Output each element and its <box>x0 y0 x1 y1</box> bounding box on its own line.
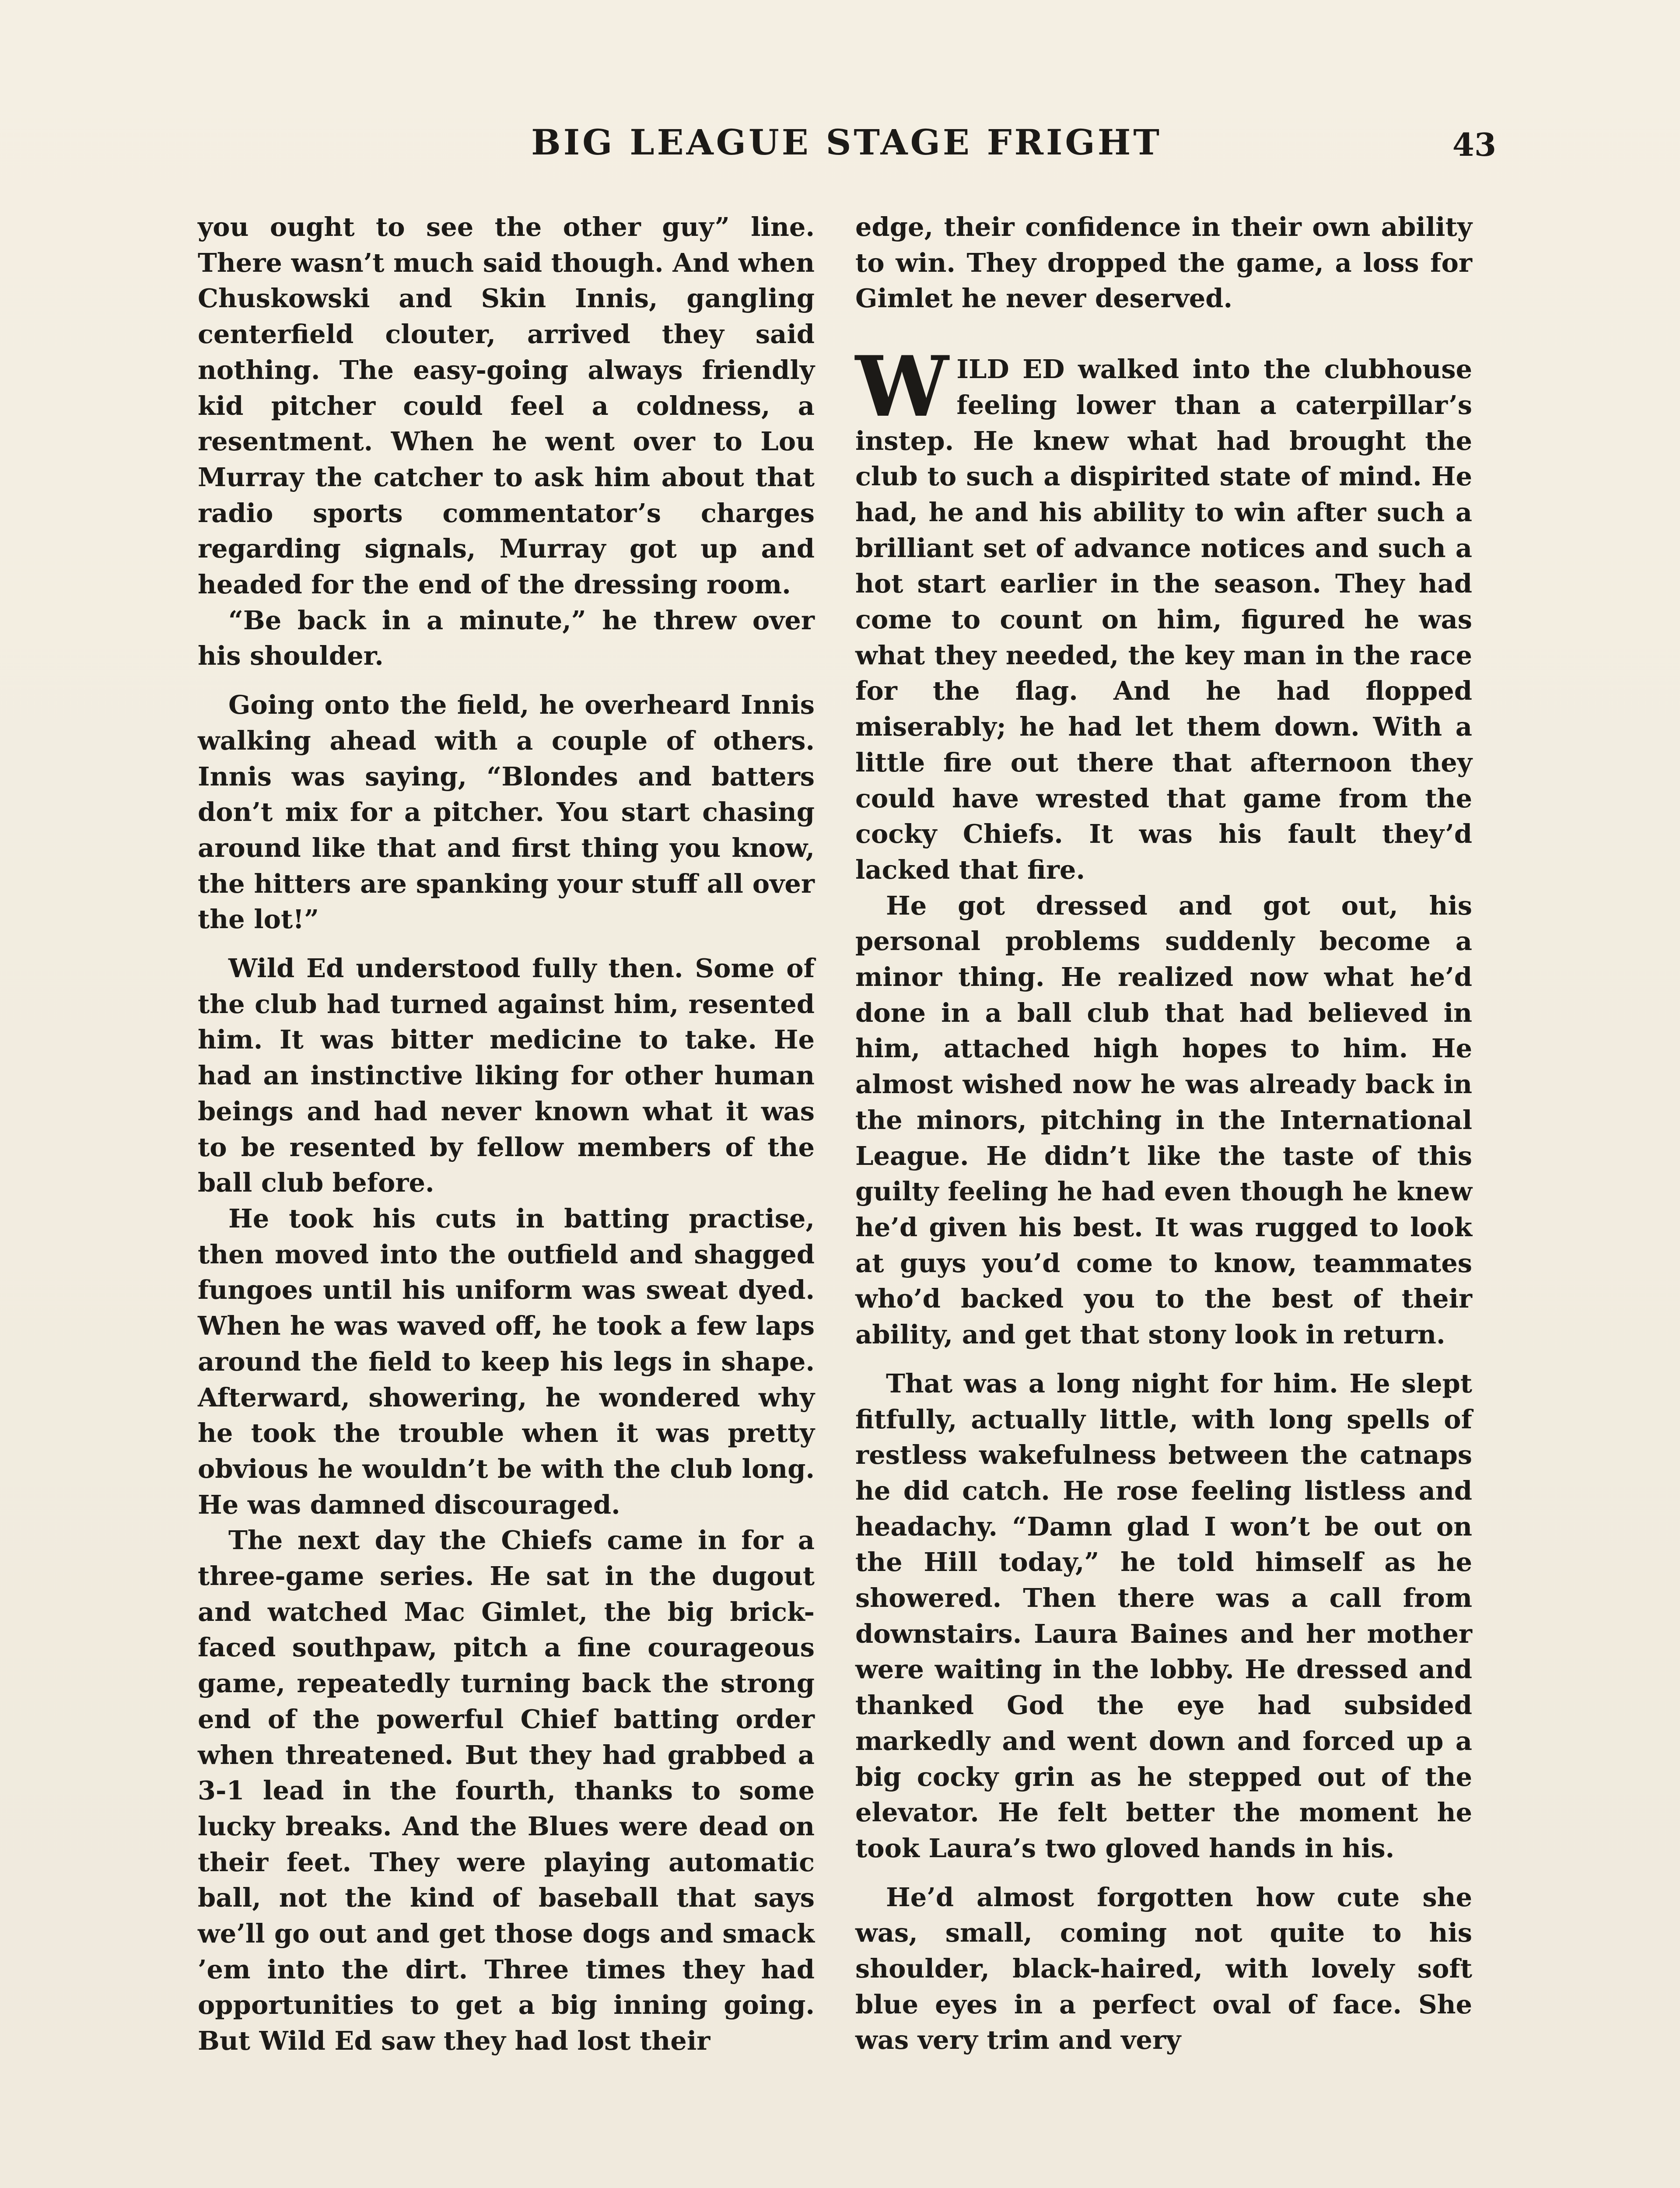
chapter-title: BIG LEAGUE STAGE FRIGHT <box>531 122 1162 163</box>
page-number: 43 <box>1452 126 1496 163</box>
paragraph: you ought to see the other guy” line. There wasn’t much said though. And when Chuskowski and Skin Innis, gangling centerfield clouter, arrived they said nothing. The easy-going always friendly kid pitcher could feel a coldness, a resentment. When he went over to Lou Murray the catcher to ask him about that radio sports commentator’s charges regarding signals, Murray got up and headed for the end of the dressing room. <box>198 212 815 600</box>
paragraph: Wild Ed understood fully then. Some of the club had turned against him, resented him. It was bitter medicine to take. He had an instinctive liking for other human beings and had never known what it was to be resented by fellow members of the ball club before. <box>198 953 815 1198</box>
paragraph: edge, their confidence in their own ability to win. They dropped the game, a loss for Gimlet he never deserved. <box>855 212 1472 314</box>
paragraph: The next day the Chiefs came in for a three-game series. He sat in the dugout and watched Mac Gimlet, the big brick-faced southpaw, pitch a fine courageous game, repeatedly turning back the strong end of the powerful Chief batting order when threatened. But they had grabbed a 3-1 lead in the fourth, thanks to some lucky breaks. And the Blues were dead on their feet. They were playing automatic ball, not the kind of baseball that says we’ll go out and get those dogs and smack ’em into the dirt. Three times they had opportunities to get a big inning going. But Wild Ed saw they had lost their <box>198 1525 815 2056</box>
left-column <box>198 209 815 2188</box>
paragraph: “Be back in a minute,” he threw over his shoulder. <box>198 605 815 671</box>
paragraph: He took his cuts in batting practise, then moved into the outfield and shagged fungoes until his uniform was sweat dyed. When he was waved off, he took a few laps around the field to keep his legs in shape. Afterward, showering, he wondered why he took the trouble when it was pretty obvious he wouldn’t be with the club long. He was damned discouraged. <box>198 1203 815 1520</box>
paragraph: Going onto the field, he overheard Innis walking ahead with a couple of others. Innis was saying, “Blondes and batters don’t mix for a pitcher. You start chasing around like that and first thing you know, the hitters are spanking your stuff all over the lot!” <box>198 690 815 935</box>
right-column <box>855 209 1472 2188</box>
section-lead-paragraph <box>855 338 1472 888</box>
section-lead-text: ILD ED walked into the clubhouse feeling lower than a caterpillar’s instep. He knew what had brought the club to such a dispirited state of mind. He had, he and his ability to win after such a brilliant set of advance notices and such a hot start earlier in the season. They had come to count on him, figured he was what they needed, the key man in the race for the flag. And he had flopped miserably; he had let them down. With a little fire out there that afternoon they could have wrested that game from the cocky Chiefs. It was his fault they’d lacked that fire. <box>855 354 1472 885</box>
drop-cap: W <box>855 338 949 436</box>
paragraph: That was a long night for him. He slept fitfully, actually little, with long spells of restless wakefulness between the catnaps he did catch. He rose feeling listless and headachy. “Damn glad I won’t be out on the Hill today,” he told himself as he showered. Then there was a call from downstairs. Laura Baines and her mother were waiting in the lobby. He dressed and thanked God the eye had subsided markedly and went down and forced up a big cocky grin as he stepped out of the elevator. He felt better the moment he took Laura’s two gloved hands in his. <box>855 1368 1472 1863</box>
running-head <box>197 117 1496 165</box>
paragraph: He got dressed and got out, his personal problems suddenly become a minor thing. He realized now what he’d done in a ball club that had believed in him, attached high hopes to him. He almost wished now he was already back in the minors, pitching in the International League. He didn’t like the taste of this guilty feeling he had even though he knew he’d given his best. It was rugged to look at guys you’d come to know, teammates who’d backed you to the best of their ability, and get that stony look in return. <box>855 890 1472 1350</box>
paragraph: He’d almost forgotten how cute she was, small, coming not quite to his shoulder, black-haired, with lovely soft blue eyes in a perfect oval of face. She was very trim and very <box>855 1882 1472 2055</box>
